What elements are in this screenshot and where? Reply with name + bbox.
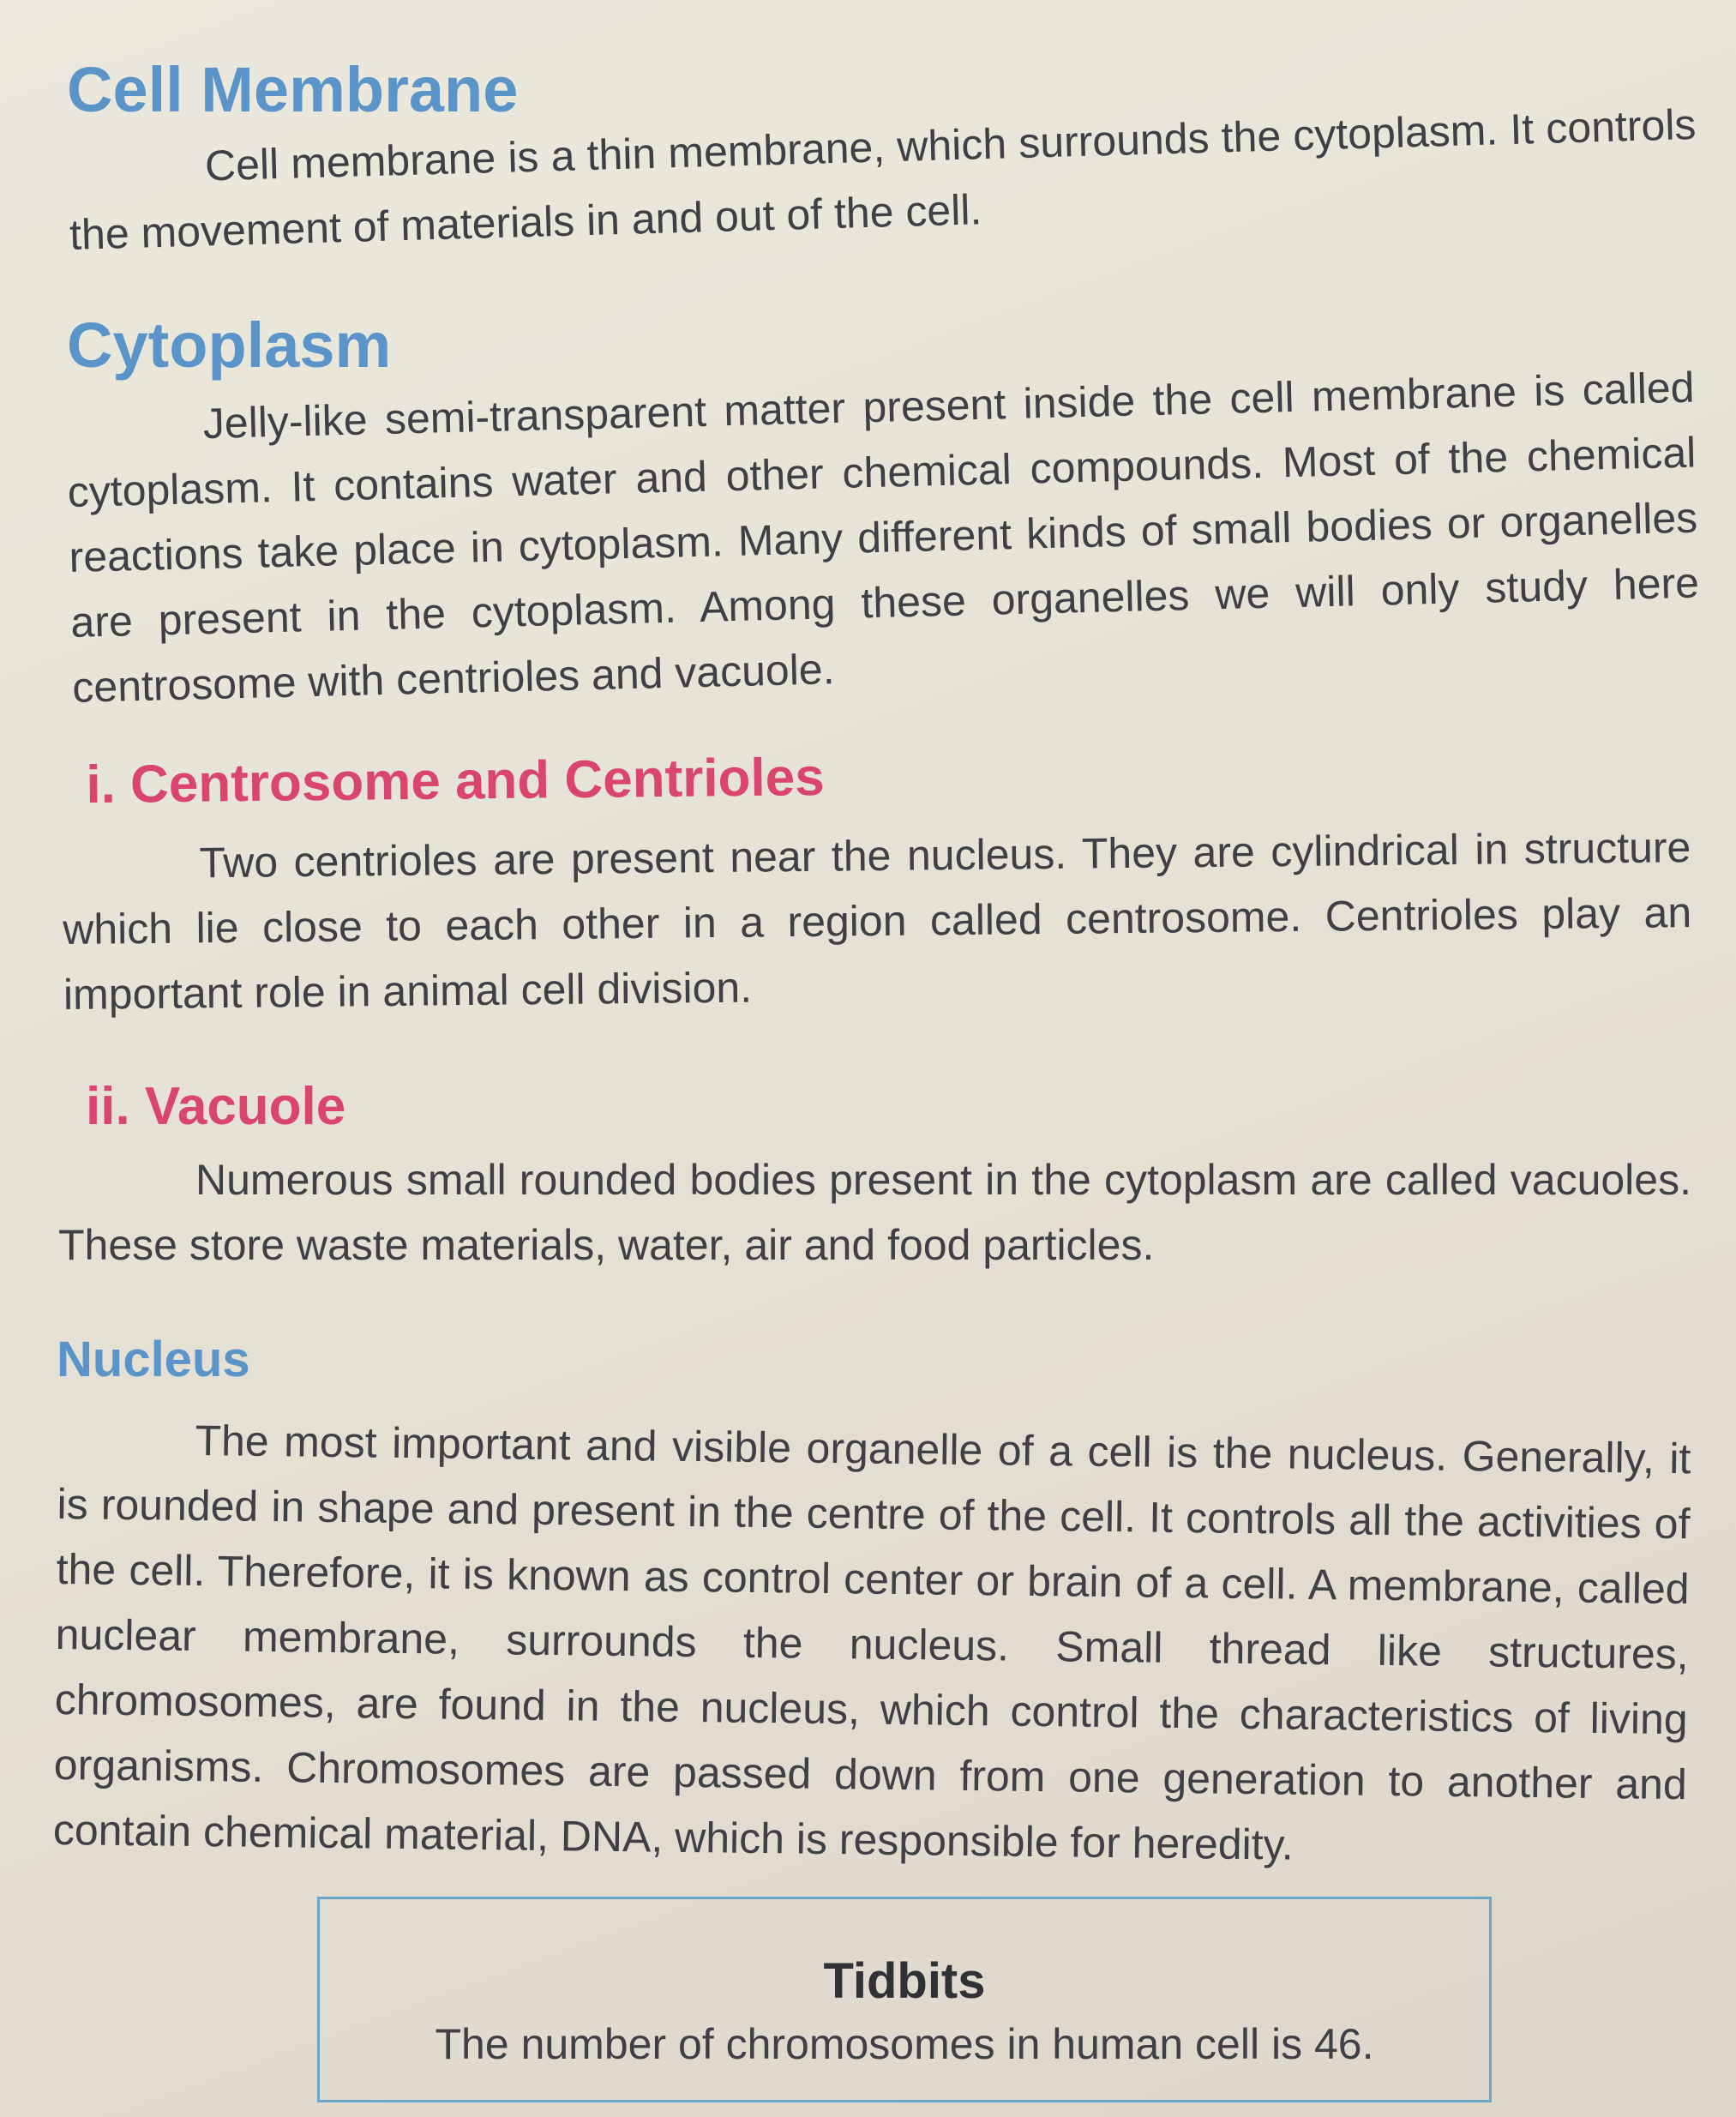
subsection-heading-centrosome: i. Centrosome and Centrioles	[86, 747, 825, 815]
paragraph-vacuole-text: Numerous small rounded bodies present in the cytoplasm are called vacuoles. These store waste materials, water, air and food particles.	[58, 1156, 1691, 1269]
subsection-heading-vacuole: ii. Vacuole	[86, 1077, 346, 1136]
paragraph-nucleus-text: The most important and visible organelle of a cell is the nucleus. Generally, it is rounded in shape and present in the centre of the cell. It controls all the activities of the cell. Therefore, it is known as control center or brain of a cell. A membrane, called nuclear membrane, surrounds the nucleus. Small thread like structures, chromosomes, are found in the nucleus, which control the characteristics of living organisms. Chromosomes are passed down from one generation to another and contain chemical material, DNA, which is responsible for heredity.	[52, 1416, 1691, 1869]
paragraph-nucleus	[53, 1406, 1691, 1882]
tidbits-text: The number of chromosomes in human cell is 46.	[435, 2020, 1374, 2068]
section-heading-cytoplasm: Cytoplasm	[67, 310, 392, 381]
paragraph-centrosome	[62, 815, 1692, 1027]
tidbits-box	[317, 1897, 1492, 2102]
section-heading-nucleus: Nucleus	[57, 1332, 250, 1387]
paragraph-cell-membrane-text: Cell membrane is a thin membrane, which surrounds the cytoplasm. It controls the movement of materials in and out of the cell.	[69, 99, 1697, 259]
section-heading-cell-membrane: Cell Membrane	[67, 54, 519, 125]
paragraph-vacuole	[58, 1147, 1691, 1278]
tidbits-title: Tidbits	[823, 1953, 986, 2009]
paragraph-cytoplasm	[65, 355, 1702, 720]
paragraph-cytoplasm-text: Jelly-like semi-transparent matter present inside the cell membrane is called cytoplasm. It contains water and other chemical compounds. Most of the chemical reactions take place in cytoplasm. Many different kinds of small bodies or organelles are present in the cytoplasm. Among these organelles we will only study here centrosome with centrioles and vacuole.	[67, 363, 1700, 712]
paragraph-centrosome-text: Two centrioles are present near the nucleus. They are cylindrical in structure which lie close to each other in a region called centrosome. Centrioles play an important role in animal cell division.	[62, 823, 1692, 1019]
